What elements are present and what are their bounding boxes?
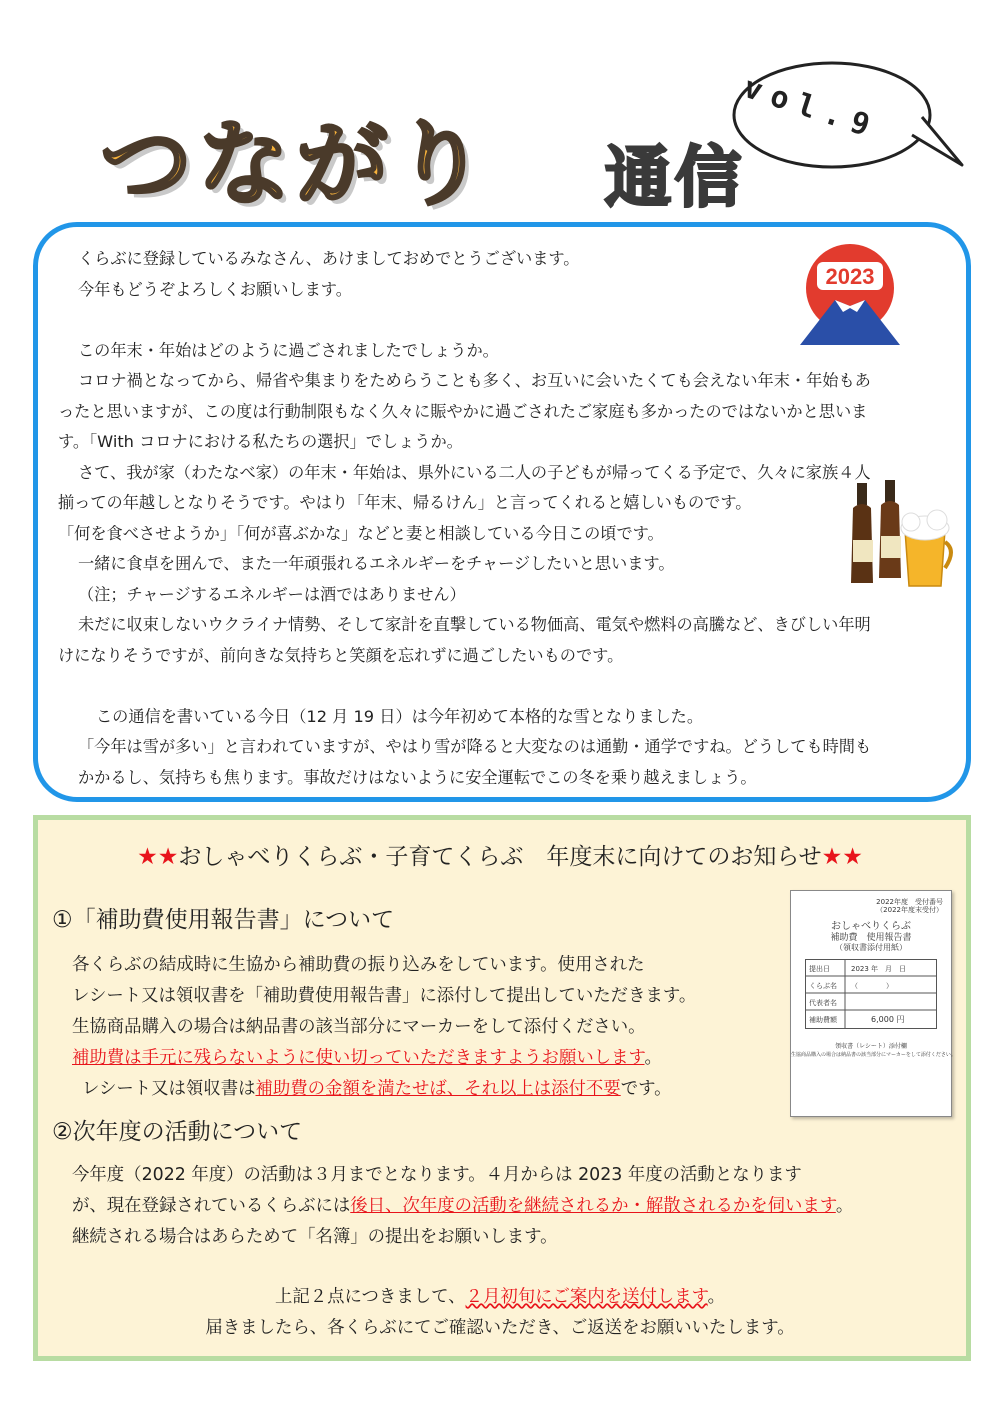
closing-line: 届きましたら、各くらぶにてご確認いただき、ご返送をお願いいたします。 — [205, 1318, 795, 1338]
report-form-thumbnail: 2022年度 受付番号 （2022年度末受付） おしゃべりくらぶ 補助費 使用報告書 （領収書添付用紙） 提出日 2023 年 月 日 くらぶ名 （ ） 代表者名 補助費額 6,000 円 領収書（レシート）添付欄 生協商品購入の場合は納品書の該当部分にマーカーをして添付ください。 — [790, 890, 952, 1117]
greeting-line: 「何を食べさせようか」「何が喜ぶかな」などと妻と相談している今日この頃です。 — [58, 523, 664, 543]
greeting-line: この年末・年始はどのように過ごされましたでしょうか。 — [78, 340, 499, 360]
greeting-line: 今年もどうぞよろしくお願いします。 — [78, 279, 352, 299]
section2-line: 継続される場合はあらためて「名簿」の提出をお願いします。 — [72, 1227, 558, 1247]
section1-body — [72, 950, 696, 1105]
greeting-line: 揃っての年越しとなりそうです。やはり「年末、帰るけん」と言ってくれると嬉しいものです。 — [58, 493, 752, 512]
highlight-text: 補助費は手元に残らないように使い切っていただきますようお願いします — [72, 1048, 645, 1068]
greeting-line: す。「With コロナにおける私たちの選択」でしょうか。 — [58, 432, 463, 451]
greeting-line: コロナ禍となってから、帰省や集まりをためらうことも多く、お互いに会いたくても会えない年末・年始もあ — [78, 371, 871, 390]
greeting-line: さて、我が家（わたなべ家）の年末・年始は、県外にいる二人の子どもが帰ってくる予定で、久々に家族４人 — [78, 462, 871, 482]
greeting-line: この通信を書いている今日（12 月 19 日）は今年初めて本格的な雪となりました。 — [96, 706, 704, 726]
newsletter-title — [100, 110, 800, 220]
greeting-line: 「今年は雪が多い」と言われていますが、やはり雪が降ると大変なのは通勤・通学ですね。どうしても時間も — [78, 737, 872, 756]
section1-line: レシート又は領収書を「補助費使用報告書」に添付して提出していただきます。 — [72, 986, 697, 1006]
greeting-line: かかるし、気持ちも焦ります。事故だけはないように安全運転でこの冬を乗り越えましょう。 — [78, 767, 757, 787]
highlight-text: 補助費の金額を満たせば、それ以上は添付不要 — [255, 1079, 621, 1099]
section2-body — [72, 1160, 853, 1253]
section1-line: 生協商品購入の場合は納品書の該当部分にマーカーをして添付ください。 — [72, 1017, 646, 1037]
title-sub: 通信 — [605, 139, 745, 216]
notice-heading — [0, 838, 1000, 871]
highlight-text: 後日、次年度の活動を継続されるか・解散されるかを伺います — [350, 1196, 836, 1216]
title-main: つながり — [100, 111, 493, 218]
greeting-line: （注；チャージするエネルギーは酒ではありません） — [78, 584, 466, 604]
greeting-line: くらぶに登録しているみなさん、あけましておめでとうございます。 — [78, 249, 580, 268]
greeting-text — [58, 244, 948, 793]
section1-line: 各くらぶの結成時に生協から補助費の振り込みをしています。使用された — [72, 955, 645, 975]
greeting-line: けになりそうですが、前向きな気持ちと笑顔を忘れずに過ごしたいものです。 — [58, 645, 624, 665]
closing-line: 上記２点につきまして、２月初旬にご案内を送付します。 — [274, 1287, 726, 1307]
volume-number: vol.9 — [739, 70, 884, 147]
greeting-line: 未だに収束しないウクライナ情勢、そして家計を直撃している物価高、電気や燃料の高騰など、きびしい年明 — [78, 615, 871, 634]
section1-title: ①「補助費使用報告書」について — [52, 907, 395, 933]
section1-line: 補助費は手元に残らないように使い切っていただきますようお願いします。 — [72, 1048, 662, 1068]
star-icon: ★★ — [821, 844, 863, 870]
greeting-line: ったと思いますが、この度は行動制限もなく久々に賑やかに過ごされたご家庭も多かったのではないかと思いま — [58, 401, 868, 421]
notice-heading-text: おしゃべりくらぶ・子育てくらぶ 年度末に向けてのお知らせ — [178, 844, 822, 870]
section2-title: ②次年度の活動について — [52, 1119, 303, 1145]
star-icon: ★★ — [137, 844, 179, 870]
section2-line: が、現在登録されているくらぶには後日、次年度の活動を継続されるか・解散されるかを伺います。 — [72, 1196, 854, 1216]
highlight-text: ２月初旬にご案内を送付します — [465, 1287, 708, 1307]
year-label: 2023 — [825, 264, 875, 289]
section2-line: 今年度（2022 年度）の活動は３月までとなります。４月からは 2023 年度の活動となります — [72, 1165, 802, 1185]
closing-text — [0, 1282, 1000, 1344]
section1-line: レシート又は領収書は補助費の金額を満たせば、それ以上は添付不要です。 — [82, 1079, 672, 1099]
greeting-line: 一緒に食卓を囲んで、また一年頑張れるエネルギーをチャージしたいと思います。 — [78, 554, 675, 573]
